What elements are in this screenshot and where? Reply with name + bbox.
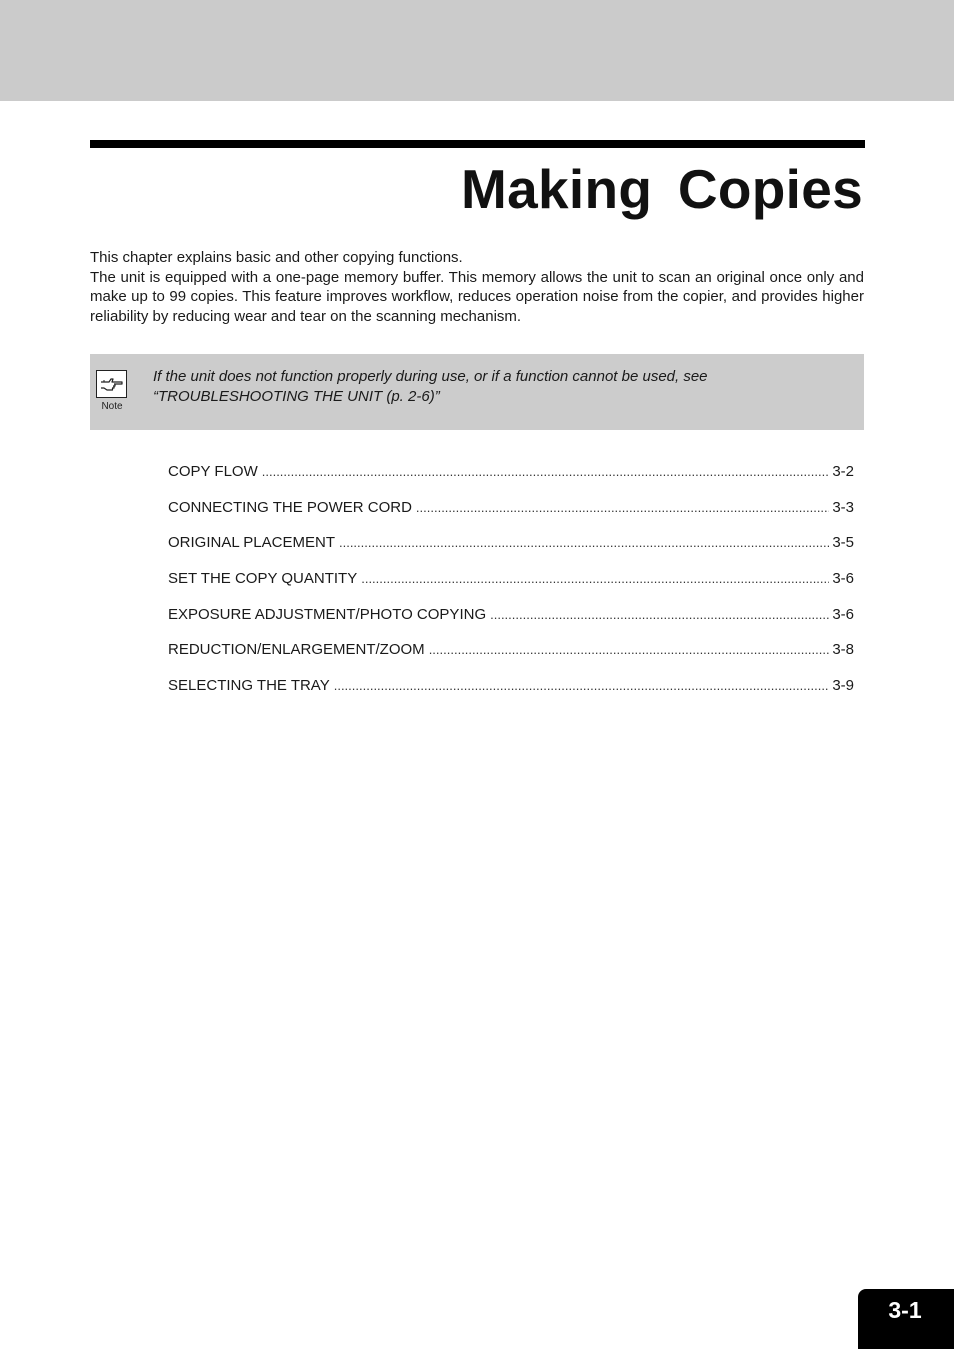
toc-entry-page: 3-2 bbox=[832, 463, 854, 480]
toc-entry-label: ORIGINAL PLACEMENT bbox=[168, 534, 335, 552]
toc-entry[interactable] bbox=[168, 605, 854, 641]
toc-entry[interactable] bbox=[168, 533, 854, 569]
toc-dot-leader bbox=[361, 569, 829, 589]
title-rule bbox=[90, 140, 865, 148]
toc-dot-leader bbox=[339, 533, 829, 553]
toc-entry[interactable] bbox=[168, 640, 854, 676]
toc-entry-page: 3-5 bbox=[832, 534, 854, 552]
toc-entry[interactable] bbox=[168, 569, 854, 605]
toc-entry[interactable] bbox=[168, 462, 854, 498]
toc-entry-page: 3-6 bbox=[832, 570, 854, 588]
toc-entry-page: 3-9 bbox=[832, 677, 854, 695]
note-icon-group bbox=[96, 370, 130, 414]
note-box bbox=[90, 354, 864, 430]
toc-entry-label: SELECTING THE TRAY bbox=[168, 677, 330, 695]
toc-dot-leader bbox=[334, 676, 830, 696]
toc-entry[interactable] bbox=[168, 498, 854, 534]
table-of-contents bbox=[168, 462, 854, 712]
toc-entry-label: COPY FLOW bbox=[168, 463, 258, 480]
header-band bbox=[0, 0, 954, 101]
toc-entry-label: EXPOSURE ADJUSTMENT/PHOTO COPYING bbox=[168, 605, 487, 623]
intro-paragraph-1: This chapter explains basic and other copying functions. bbox=[90, 249, 463, 266]
note-text: If the unit does not function properly during use, or if a function cannot be used, see “TROUBLESHOOTING THE UNIT (p. 2-6)” bbox=[153, 368, 708, 405]
intro-paragraph-2: The unit is equipped with a one-page memory buffer. This memory allows the unit to scan an original once only and make up to 99 copies. This feature improves workflow, reduces operation noise from the copier, and provides higher reliability by reducing wear and tear on the scanning mechanism. bbox=[90, 268, 864, 326]
toc-entry-label: REDUCTION/ENLARGEMENT/ZOOM bbox=[168, 641, 425, 659]
toc-dot-leader bbox=[429, 640, 830, 660]
toc-entry-page: 3-6 bbox=[832, 605, 854, 623]
pointing-hand-icon bbox=[96, 370, 127, 398]
toc-entry-page: 3-3 bbox=[832, 498, 854, 516]
page-number-tab: 3-1 bbox=[858, 1289, 954, 1349]
note-icon-label: Note bbox=[101, 401, 123, 412]
toc-dot-leader bbox=[416, 498, 829, 518]
chapter-title: Making Copies bbox=[460, 158, 863, 220]
toc-dot-leader bbox=[490, 605, 829, 625]
chapter-intro bbox=[90, 248, 864, 327]
toc-entry-label: SET THE COPY QUANTITY bbox=[168, 570, 358, 588]
toc-entry-label: CONNECTING THE POWER CORD bbox=[168, 498, 412, 516]
toc-entry-page: 3-8 bbox=[832, 641, 854, 659]
toc-dot-leader bbox=[262, 462, 830, 482]
toc-entry[interactable] bbox=[168, 676, 854, 712]
